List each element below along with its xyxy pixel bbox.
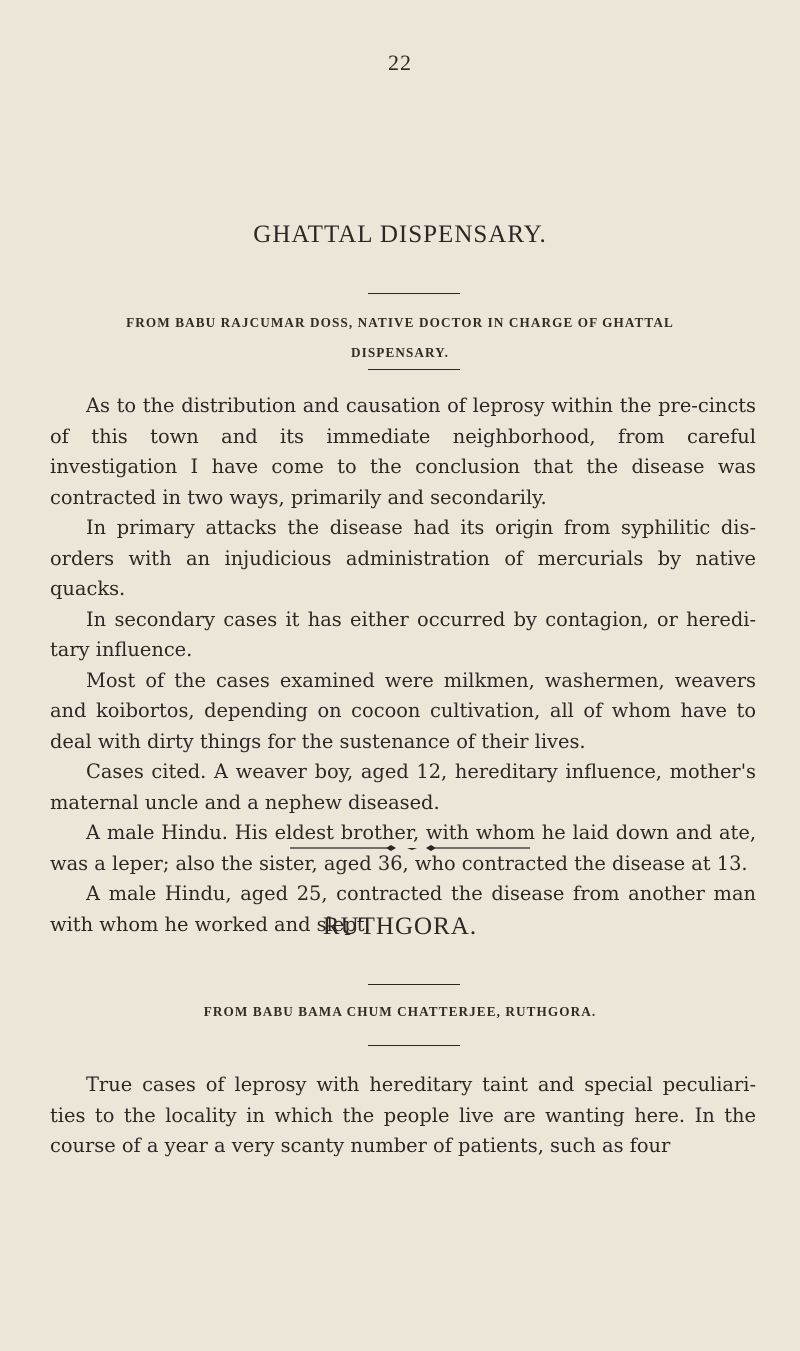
section-title-ruthgora: RUTHGORA. <box>322 913 478 940</box>
title-rule <box>368 293 460 294</box>
byline-line-2: DISPENSARY. <box>351 345 449 360</box>
page-number: 22 <box>388 50 412 75</box>
paragraph: A male Hindu. His eldest brother, with whom he laid down and ate, was a leper; also the sister, aged 36, who contracted the disease at 13. <box>50 821 756 875</box>
byline-ghattal <box>50 308 750 368</box>
paragraph: A male Hindu, aged 25, contracted the disease from another man with whom he worked and slept. <box>50 882 756 936</box>
body-text-ghattal <box>50 391 756 940</box>
section-title-ghattal: GHATTAL DISPENSARY. <box>253 221 547 248</box>
byline-ruthgora <box>50 997 750 1027</box>
paragraph: In secondary cases it has either occurred by contagion, or heredi-tary influence. <box>50 607 756 661</box>
body-text-ruthgora <box>50 1070 756 1162</box>
byline-line-1: FROM BABU RAJCUMAR DOSS, NATIVE DOCTOR IN CHARGE OF GHATTAL <box>126 315 674 330</box>
ornament-divider <box>290 842 530 854</box>
paragraph: Cases cited. A weaver boy, aged 12, hereditary influence, mother's maternal uncle and a nephew diseased. <box>50 760 756 814</box>
paragraph: In primary attacks the disease had its origin from syphilitic dis-orders with an injudicious administration of mercurials by native quacks. <box>50 516 756 600</box>
title-rule <box>368 984 460 985</box>
byline-rule <box>368 369 460 370</box>
paragraph: Most of the cases examined were milkmen, washermen, weavers and koibortos, depending on cocoon cultivation, all of whom have to deal with dirty things for the sustenance of their lives. <box>50 668 756 753</box>
paragraph: As to the distribution and causation of leprosy within the pre-cincts of this town and its immediate neighborhood, from careful investigation I have come to the conclusion that the disease was contracted in two ways, primarily and secondarily. <box>50 394 756 509</box>
byline-line-1: FROM BABU BAMA CHUM CHATTERJEE, RUTHGORA. <box>203 1004 597 1019</box>
paragraph: True cases of leprosy with hereditary taint and special peculiari-ties to the locality in which the people live are wanting here. In the course of a year a very scanty number of patients, such as four <box>50 1073 756 1157</box>
byline-rule <box>368 1045 460 1046</box>
